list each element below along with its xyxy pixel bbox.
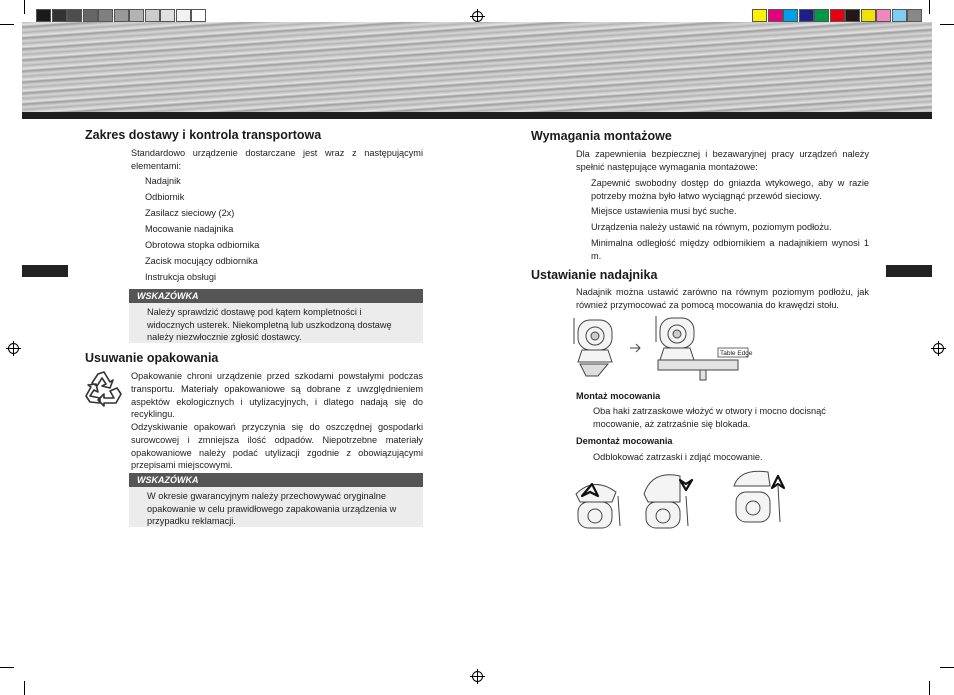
- requirements-intro: Dla zapewnienia bezpiecznej i bezawaryjnej pracy urządzeń należy spełnić następujące wymagania montażowe:: [576, 149, 869, 172]
- color-swatch: [876, 9, 891, 22]
- delivery-intro: Standardowo urządzenie dostarczane jest wraz z następującymi elementami:: [131, 148, 423, 171]
- color-swatch: [830, 9, 845, 22]
- color-swatch: [160, 9, 175, 22]
- mount-text: Oba haki zatrzaskowe włożyć w otwory i mocno docisnąć mocowanie, aż zatrzaśnie się blokada.: [593, 406, 826, 429]
- list-item: Mocowanie nadajnika: [145, 224, 234, 234]
- color-swatch: [52, 9, 67, 22]
- registration-mark-icon: [8, 343, 19, 354]
- unmount-text: Odblokować zatrzaski i zdjąć mocowanie.: [593, 452, 763, 462]
- note-header: WSKAZÓWKA: [129, 289, 423, 303]
- registration-mark-icon: [933, 343, 944, 354]
- list-item: Zacisk mocujący odbiornika: [145, 256, 258, 266]
- color-swatch: [814, 9, 829, 22]
- color-swatch: [752, 9, 767, 22]
- note-header: WSKAZÓWKA: [129, 473, 423, 487]
- section-title-mounting-requirements: Wymagania montażowe: [531, 129, 672, 143]
- note-line: widocznych usterek. Niekompletną lub uszkodzoną dostawę: [147, 319, 392, 330]
- list-item: Urządzenia należy ustawić na równym, poziomym podłożu.: [591, 222, 832, 232]
- section-title-delivery: Zakres dostawy i kontrola transportowa: [85, 128, 322, 142]
- note-line: Należy sprawdzić dostawę pod kątem kompletności i: [147, 307, 362, 317]
- section-title-packaging: Usuwanie opakowania: [85, 351, 219, 365]
- list-item: Minimalna odległość między odbiornikiem a nadajnikiem wynosi 1 m.: [591, 238, 869, 261]
- color-swatch: [861, 9, 876, 22]
- list-item: Miejsce ustawienia musi być suche.: [591, 206, 737, 216]
- note-line: opakowanie w celu prawidłowego zapakowania urządzenia w: [147, 503, 397, 514]
- color-swatch: [176, 9, 191, 22]
- color-swatch: [67, 9, 82, 22]
- note-line: przypadku reklamacji.: [147, 516, 236, 527]
- unmount-illustration: [572, 466, 802, 532]
- figure-label: Table Edge: [720, 350, 753, 357]
- color-swatch: [845, 9, 860, 22]
- registration-mark-icon: [472, 671, 483, 682]
- color-swatch: [191, 9, 206, 22]
- color-swatch: [114, 9, 129, 22]
- unmount-title: Demontaż mocowania: [576, 436, 673, 446]
- color-swatch: [783, 9, 798, 22]
- list-item: Zapewnić swobodny dostęp do gniazda wtykowego, aby w razie potrzeby można było łatwo wyciągnąć przewód sieciowy.: [591, 178, 869, 201]
- left-side-tab: [22, 265, 68, 277]
- packaging-paragraph-2: Odzyskiwanie opakowań przyczynia się do oszczędnej gospodarki surowcowej i zmniejsza ilość odpadów. Niepotrzebne materiały opakowaniowe należy podać utylizacji zgodnie z obowiązującymi przepisami miejscowymi.: [131, 422, 423, 471]
- color-swatch: [98, 9, 113, 22]
- note-line: W okresie gwarancyjnym należy przechowywać oryginalne: [147, 491, 386, 501]
- color-swatch: [145, 9, 160, 22]
- list-item: Nadajnik: [145, 176, 181, 186]
- color-swatch: [83, 9, 98, 22]
- color-swatch: [129, 9, 144, 22]
- camera-setup-illustration: [568, 314, 753, 384]
- color-swatch: [907, 9, 922, 22]
- color-swatch: [892, 9, 907, 22]
- note-body: [129, 487, 423, 527]
- color-swatch: [799, 9, 814, 22]
- list-item: Odbiornik: [145, 192, 185, 202]
- section-title-transmitter-setup: Ustawianie nadajnika: [531, 268, 658, 282]
- list-item: Zasilacz sieciowy (2x): [145, 208, 235, 218]
- mount-title: Montaż mocowania: [576, 391, 661, 401]
- header-banner-bar: [22, 112, 932, 119]
- note-body: [129, 303, 423, 343]
- transmitter-setup-intro: Nadajnik można ustawić zarówno na równym poziomym podłożu, jak również przymocować za pomocą mocowania do krawędzi stołu.: [576, 287, 869, 310]
- right-side-tab: [886, 265, 932, 277]
- list-item: Instrukcja obsługi: [145, 272, 216, 282]
- registration-mark-icon: [472, 11, 483, 22]
- color-swatch: [768, 9, 783, 22]
- packaging-paragraph-1: Opakowanie chroni urządzenie przed szkodami powstałymi podczas transportu. Materiały opakowaniowe są dobrane z uwzględnieniem aspektów ekologicznych i utylizacyjnych, i dlatego nadają się do recyklingu.: [131, 371, 423, 420]
- recycling-icon: [84, 370, 124, 406]
- note-line: należy niezwłocznie zgłosić dostawcy.: [147, 332, 302, 343]
- header-banner: [22, 22, 932, 112]
- color-swatch: [36, 9, 51, 22]
- list-item: Obrotowa stopka odbiornika: [145, 240, 260, 250]
